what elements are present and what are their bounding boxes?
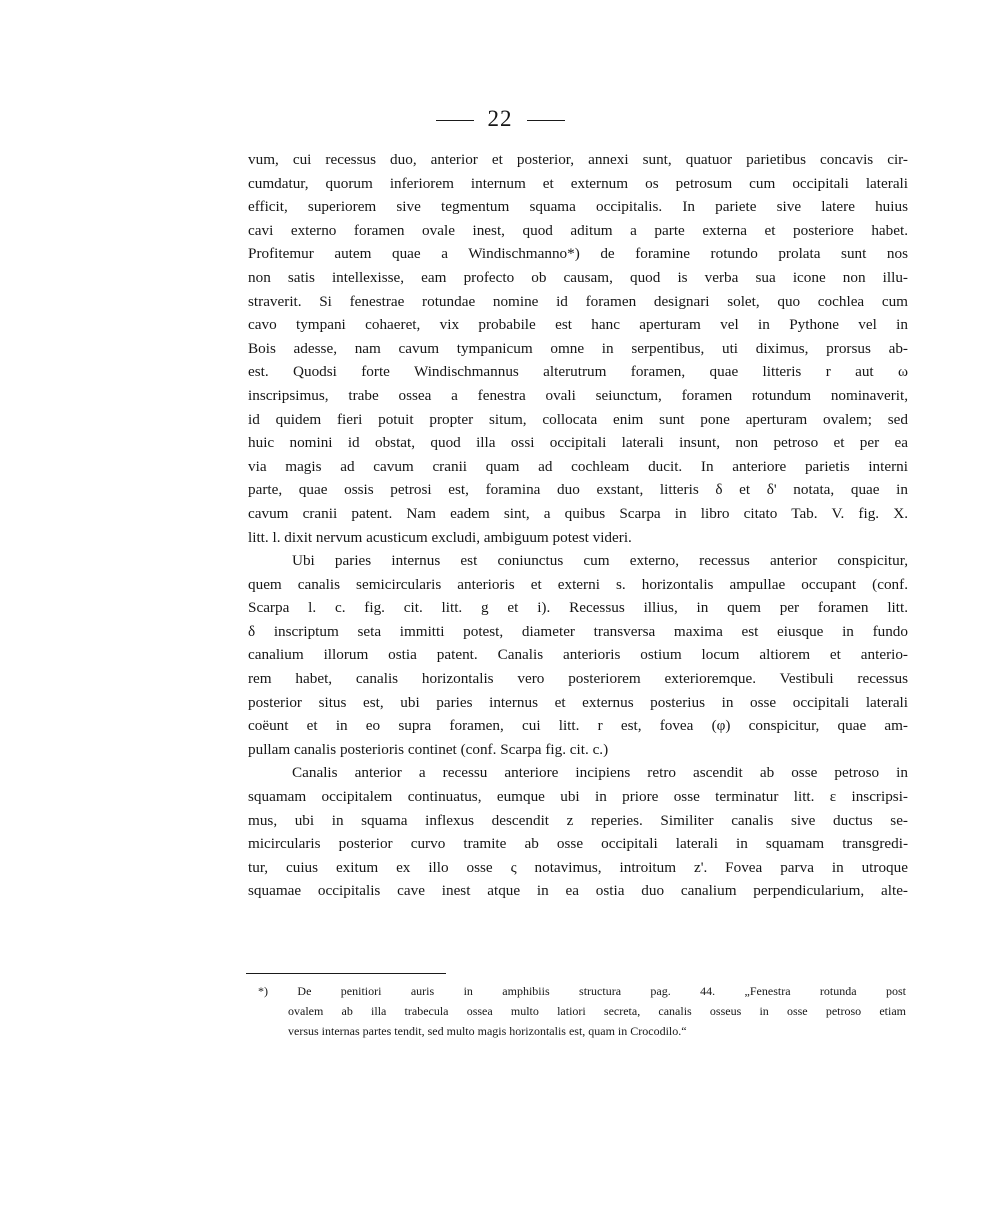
header-dash-right [527,120,565,121]
text-line: rem habet, canalis horizontalis vero posteriorem exterioremque. Vestibuli recessus [248,670,908,688]
text-line: micircularis posterior curvo tramite ab osse occipitali laterali in squamam transgredi- [248,835,908,853]
text-line: Canalis anterior a recessu anteriore incipiens retro ascendit ab osse petroso in [292,764,908,782]
text-line: cumdatur, quorum inferiorem internum et externum os petrosum cum occipitali laterali [248,174,908,192]
text-line: inscripsimus, trabe ossea a fenestra ovali seiunctum, foramen rotundum nominaverit, [248,386,908,404]
text-line: litt. l. dixit nervum acusticum excludi, ambiguum potest videri. [248,528,632,546]
footnote-rule [246,973,446,974]
text-line: mus, ubi in squama inflexus descendit z reperies. Similiter canalis sive ductus se- [248,811,908,829]
text-line: Ubi paries internus est coniunctus cum externo, recessus anterior conspicitur, [292,552,908,570]
header-dash-left [436,120,474,121]
text-line: Bois adesse, nam cavum tympanicum omne in serpentibus, uti diximus, prorsus ab- [248,339,908,357]
page-number: 22 [487,106,513,131]
main-text [248,148,908,903]
text-line: via magis ad cavum cranii quam ad cochleam ducit. In anteriore parietis interni [248,457,908,475]
text-line: coëunt et in eo supra foramen, cui litt. r est, fovea (φ) conspicitur, quae am- [248,717,908,735]
text-line: posterior situs est, ubi paries internus et externus posterius in osse occipitali laterali [248,693,908,711]
text-line: squamae occipitalis cave inest atque in ea ostia duo canalium perpendicularium, alte- [248,882,908,900]
text-line: cavum cranii patent. Nam eadem sint, a quibus Scarpa in libro citato Tab. V. fig. X. [248,504,908,522]
text-line: est. Quodsi forte Windischmannus alterutrum foramen, quae litteris r aut ω [248,363,908,381]
text-line: vum, cui recessus duo, anterior et posterior, annexi sunt, quatuor parietibus concavis cir- [248,151,908,168]
text-line: canalium illorum ostia patent. Canalis anterioris ostium locum altiorem et anterio- [248,646,908,664]
text-line: quem canalis semicircularis anterioris et externi s. horizontalis ampullae occupant (conf. [248,575,908,593]
text-line: cavo tympani cohaeret, vix probabile est hanc aperturam vel in Pythone vel in [248,316,908,334]
text-line: straverit. Si fenestrae rotundae nomine id foramen designari solet, quo cochlea cum [248,292,908,310]
page-header [0,106,1000,132]
text-line: efficit, superiorem sive tegmentum squama occipitalis. In pariete sive latere huius [248,198,908,216]
text-line: Scarpa l. c. fig. cit. litt. g et i). Recessus illius, in quem per foramen litt. [248,599,908,617]
text-line: Profitemur autem quae a Windischmanno*) de foramine rotundo prolata sunt nos [248,245,908,263]
text-line: non satis intellexisse, eam profecto ob causam, quod is verba sua icone non illu- [248,268,908,286]
text-line: parte, quae ossis petrosi est, foramina duo exstant, litteris δ et δ' notata, quae in [248,481,908,499]
text-line: cavi externo foramen ovale inest, quod aditum a parte externa et posteriore habet. [248,221,908,239]
footnote-line: ovalem ab illa trabecula ossea multo latiori secreta, canalis osseus in osse petroso etiam [288,1004,906,1018]
text-line: δ inscriptum seta immitti potest, diameter transversa maxima est eiusque in fundo [248,622,908,640]
text-line: id quidem fieri potuit propter situm, collocata enim sunt pone aperturam ovalem; sed [248,410,908,428]
footnote-line: versus internas partes tendit, sed multo magis horizontalis est, quam in Crocodilo.“ [288,1024,687,1038]
footnote [258,981,906,1041]
footnote-line: *) De penitiori auris in amphibiis structura pag. 44. „Fenestra rotunda post [258,984,906,998]
text-line: pullam canalis posterioris continet (conf. Scarpa fig. cit. c.) [248,740,609,758]
text-line: huic nomini id obstat, quod illa ossi occipitali laterali insunt, non petroso et per ea [248,434,908,452]
text-line: tur, cuius exitum ex illo osse ς notavimus, introitum z'. Fovea parva in utroque [248,858,908,876]
text-line: squamam occipitalem continuatus, eumque ubi in priore osse terminatur litt. ε inscripsi- [248,788,908,806]
